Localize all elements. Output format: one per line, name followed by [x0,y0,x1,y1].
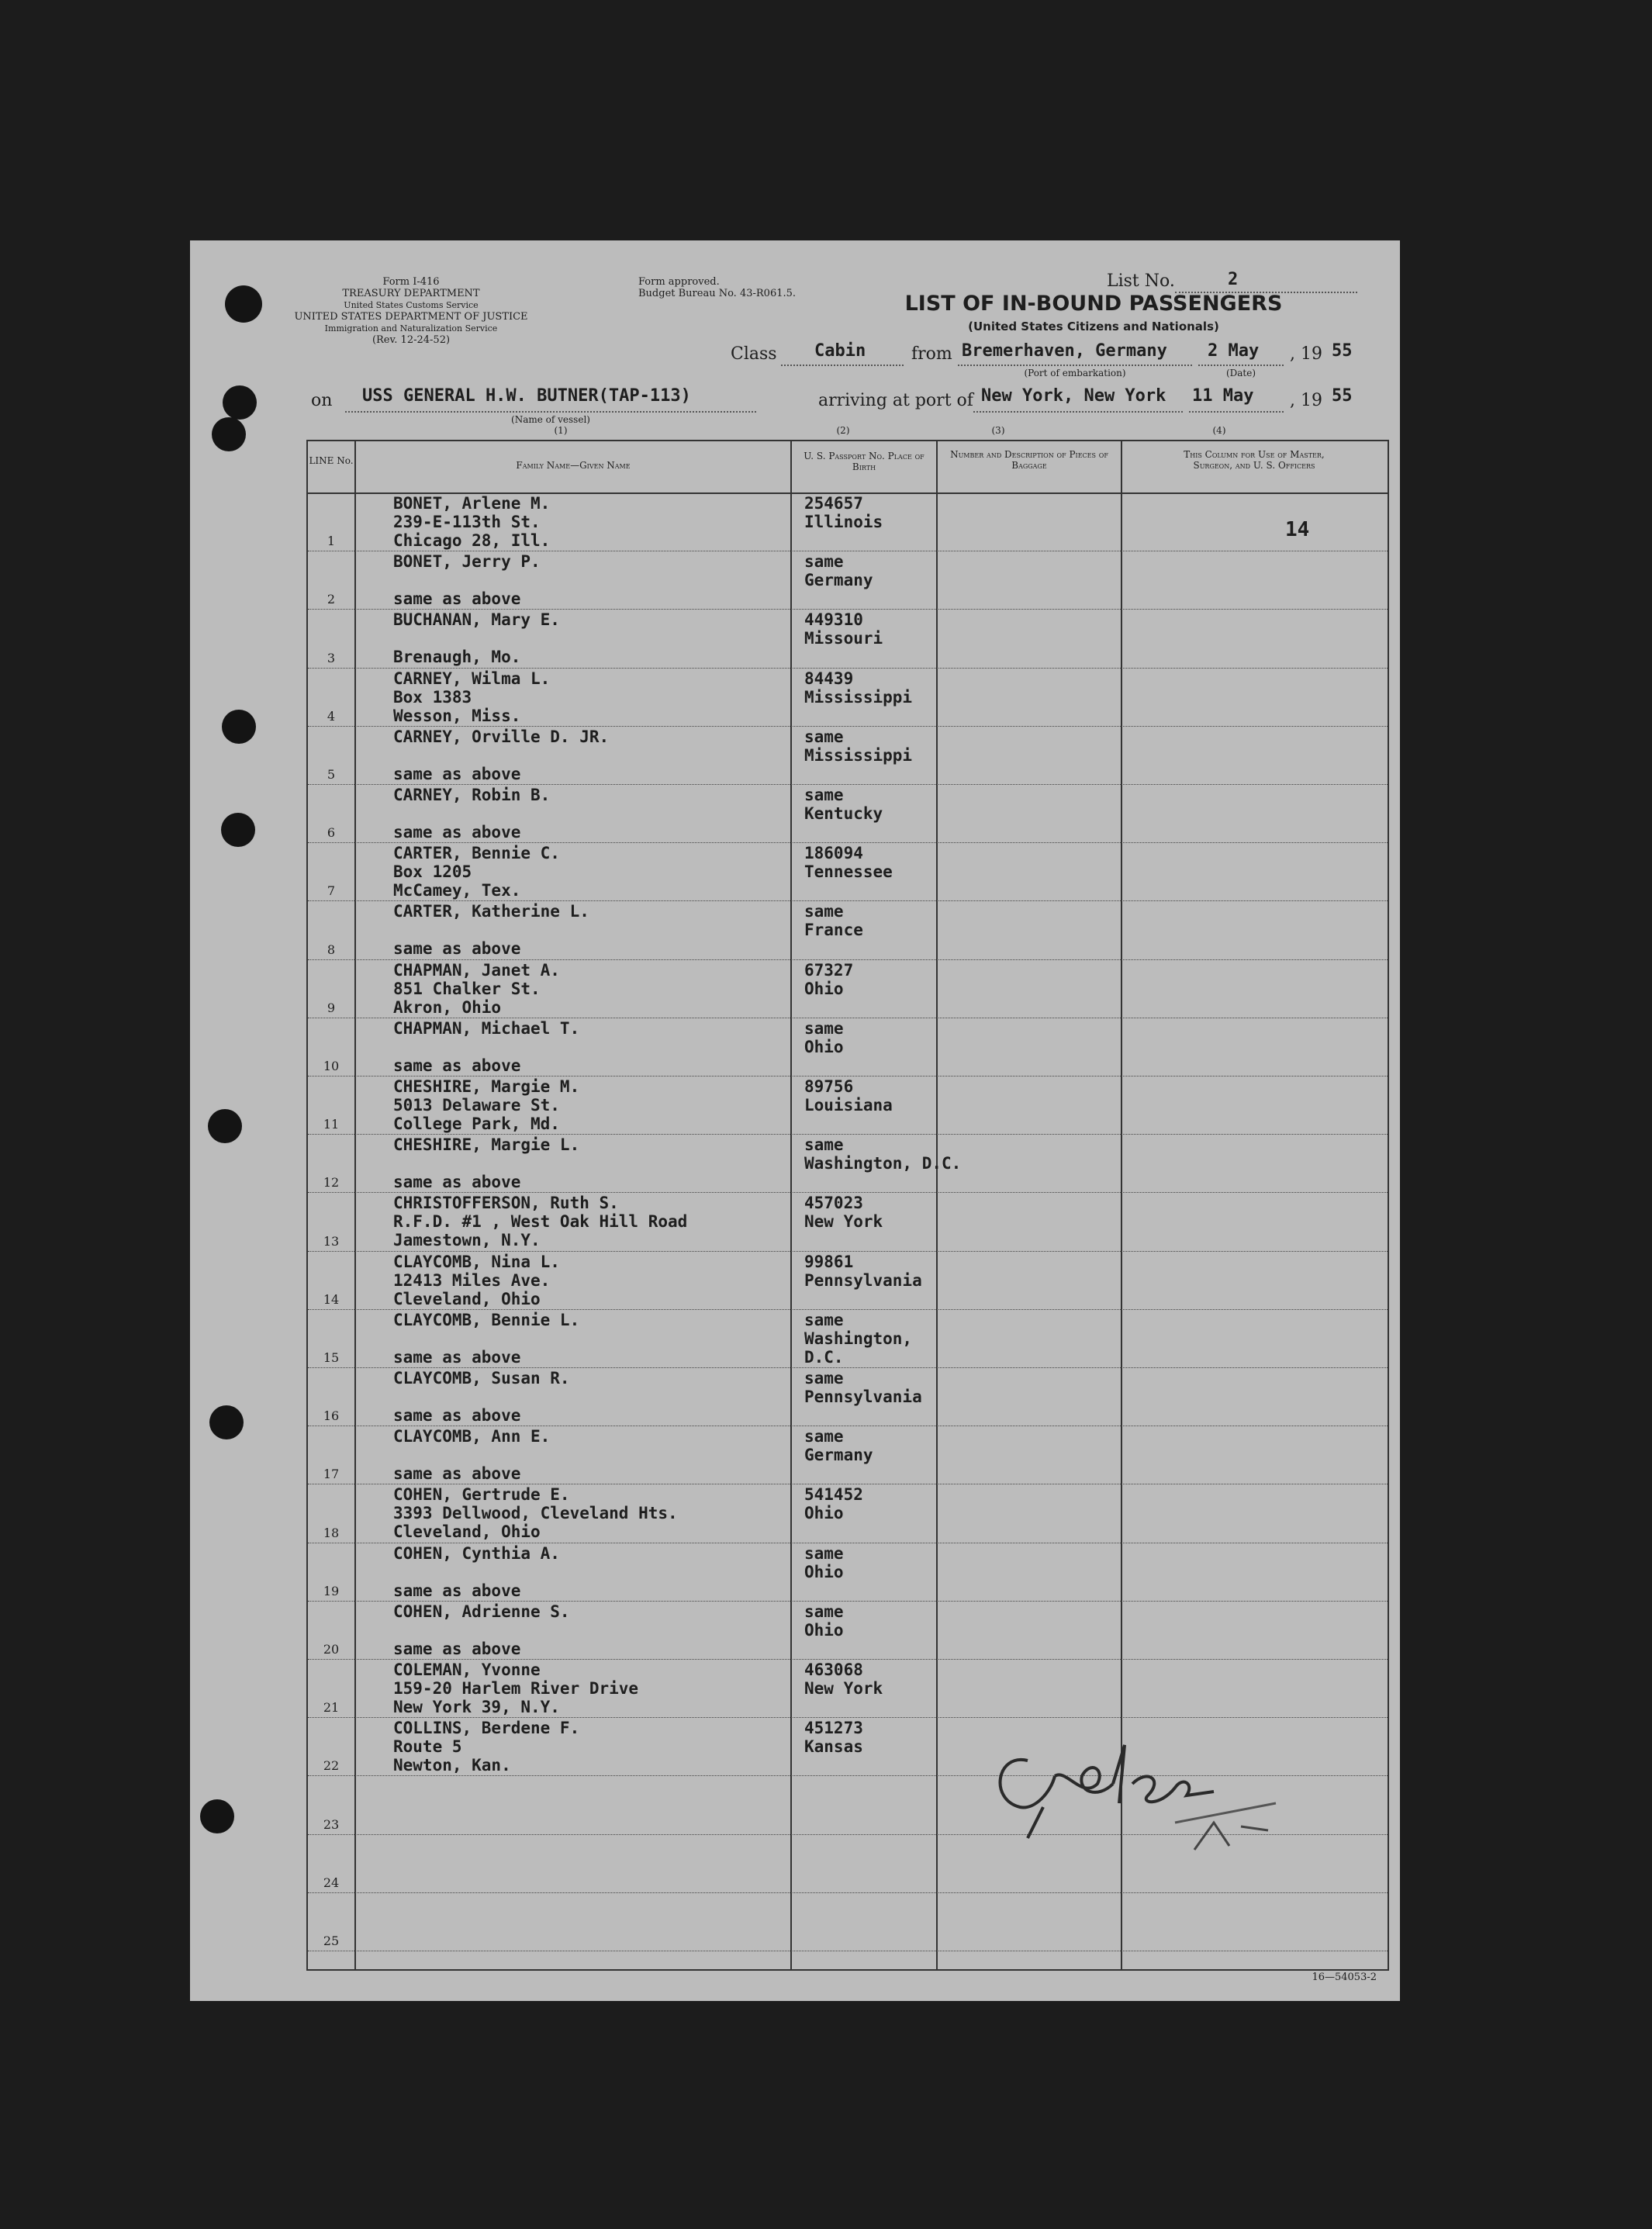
passenger-name: CARNEY, Wilma L. Box 1383 Wesson, Miss. [393,669,551,725]
passport-birthplace: 89756 Louisiana [804,1077,893,1114]
form-approved: Form approved. [638,276,720,288]
arrive-date: 11 May [1192,386,1254,406]
punch-hole [222,710,256,744]
signature-mark [981,1730,1307,1861]
col-caption-3: (3) [991,425,1005,436]
table-row [308,551,1388,609]
table-row [308,1076,1388,1134]
punch-hole [209,1405,244,1439]
passport-birthplace: same Ohio [804,1602,844,1640]
from-caption: (Port of embarkation) [1024,368,1126,378]
line-number: 8 [327,942,336,957]
form-number: Form I-416 [382,276,440,288]
passport-birthplace: same Ohio [804,1018,844,1056]
line-number: 5 [327,766,336,782]
line-number: 14 [323,1291,340,1307]
passenger-name: CLAYCOMB, Susan R. same as above [393,1369,570,1425]
form-approval [638,276,809,299]
col-baggage: Number and Description of Pieces of Baggage [950,449,1108,471]
form-subtitle: (United States Citizens and Nationals) [968,320,1219,333]
line-number: 12 [323,1175,340,1191]
line-number: 24 [323,1875,340,1890]
table-row [308,1484,1388,1542]
arrival-port: New York, New York [981,386,1166,406]
passenger-name: COLEMAN, Yvonne 159-20 Harlem River Drive New York 39, N.Y. [393,1661,639,1716]
table-row [308,959,1388,1018]
punch-hole [223,385,257,420]
passenger-name: BONET, Arlene M. 239-E-113th St. Chicago 28, Ill. [393,494,551,550]
passport-birthplace: 67327 Ohio [804,960,854,998]
passport-birthplace: 457023 New York [804,1194,883,1232]
arrive-year-prefix: , 19 [1290,391,1322,410]
line-number: 16 [323,1408,340,1424]
arrive-date-line [1189,411,1284,413]
vessel-caption: (Name of vessel) [511,414,590,425]
line-number: 15 [323,1349,340,1365]
punch-hole [208,1109,242,1143]
ins-service: Immigration and Naturalization Service [324,323,498,333]
class-line [781,365,904,366]
passenger-name: COHEN, Cynthia A. same as above [393,1543,560,1600]
col-name: Family Name—Given Name [516,460,631,471]
arrive-year: 55 [1332,386,1353,406]
passenger-name: CHAPMAN, Janet A. 851 Chalker St. Akron, Ohio [393,960,560,1017]
passenger-name: BUCHANAN, Mary E. Brenaugh, Mo. [393,610,560,667]
punch-hole [221,813,255,847]
from-value: Bremerhaven, Germany [962,341,1167,361]
officer-note: 14 [1285,518,1310,541]
passenger-name: CARNEY, Robin B. same as above [393,786,551,841]
passenger-name: COHEN, Gertrude E. 3393 Dellwood, Cleveland Hts. Cleveland, Ohio [393,1485,678,1542]
passport-birthplace: same Washington, D.C. [804,1135,962,1173]
passport-birthplace: same Kentucky [804,786,883,823]
line-number: 1 [327,534,336,549]
passenger-name: CARTER, Bennie C. Box 1205 McCamey, Tex. [393,844,560,900]
table-row [308,1543,1388,1601]
table-row [308,1367,1388,1426]
passenger-name: CLAYCOMB, Ann E. same as above [393,1427,551,1484]
depart-year-prefix: , 19 [1290,344,1322,364]
line-number: 13 [323,1233,340,1249]
passport-birthplace: 451273 Kansas [804,1719,863,1757]
passport-birthplace: 541452 Ohio [804,1485,863,1523]
form-agency-block [283,276,539,346]
list-no-label: List No. [1107,271,1175,291]
passport-birthplace: same Mississippi [804,727,913,765]
table-row [308,842,1388,900]
passport-birthplace: 84439 Mississippi [804,669,913,707]
line-number: 11 [323,1117,340,1132]
table-row [308,1426,1388,1484]
customs-service: United States Customs Service [344,300,479,310]
passenger-name: COHEN, Adrienne S. same as above [393,1602,570,1658]
passenger-name: COLLINS, Berdene F. Route 5 Newton, Kan. [393,1719,580,1775]
passenger-name: CHRISTOFFERSON, Ruth S. R.F.D. #1 , West Oak Hill Road Jamestown, N.Y. [393,1194,688,1250]
table-row [308,1251,1388,1309]
on-label: on [311,391,333,410]
footer-code: 16—54053-2 [1312,1972,1377,1983]
line-number: 2 [327,592,336,607]
passenger-name: CARNEY, Orville D. JR. same as above [393,727,610,783]
line-number: 9 [327,1000,336,1015]
depart-date-caption: (Date) [1225,368,1256,378]
vessel-name: USS GENERAL H.W. BUTNER(TAP-113) [362,386,691,406]
line-number: 18 [323,1525,340,1540]
form-title: LIST OF IN-BOUND PASSENGERS [904,292,1283,316]
punch-hole [225,285,262,323]
punch-hole [200,1799,234,1833]
table-row [308,668,1388,726]
depart-year: 55 [1332,341,1353,361]
arriving-label: arriving at port of [818,391,973,410]
line-number: 20 [323,1641,340,1657]
line-number: 25 [323,1933,340,1948]
port-line [973,411,1183,413]
line-number: 19 [323,1583,340,1598]
class-value: Cabin [814,341,866,361]
col-passport: U. S. Passport No. Place of Birth [804,451,924,472]
passenger-name: BONET, Jerry P. same as above [393,552,541,609]
table-row [308,1309,1388,1367]
table-row [308,726,1388,784]
table-row [308,1134,1388,1192]
passport-birthplace: same France [804,902,863,940]
passport-birthplace: same Pennsylvania [804,1369,922,1406]
passenger-name: CLAYCOMB, Bennie L. same as above [393,1310,580,1367]
table-row [308,900,1388,959]
table-row [308,1601,1388,1659]
treasury-dept: TREASURY DEPARTMENT [342,288,480,299]
col-officers: This Column for Use of Master, Surgeon, and U. S. Officers [1184,449,1325,471]
passport-birthplace: 463068 New York [804,1661,883,1698]
table-row [308,1892,1388,1951]
line-number: 7 [327,883,336,899]
from-line [958,365,1192,366]
passenger-name: CHESHIRE, Margie L. same as above [393,1135,580,1192]
passport-birthplace: same Germany [804,552,873,590]
passenger-name: CLAYCOMB, Nina L. 12413 Miles Ave. Cleveland, Ohio [393,1252,560,1308]
col-caption-2: (2) [836,425,850,436]
vessel-line [345,411,756,413]
justice-dept: UNITED STATES DEPARTMENT OF JUSTICE [294,311,528,323]
line-number: 22 [323,1758,340,1774]
col-caption-4: (4) [1212,425,1226,436]
passport-birthplace: 254657 Illinois [804,494,883,531]
line-number: 3 [327,650,336,665]
table-row [308,784,1388,842]
passenger-name: CHAPMAN, Michael T. same as above [393,1018,580,1075]
passport-birthplace: 449310 Missouri [804,610,883,648]
table-row [308,492,1388,551]
passenger-name: CHESHIRE, Margie M. 5013 Delaware St. College Park, Md. [393,1077,580,1133]
passport-birthplace: same Germany [804,1427,873,1465]
table-row [308,609,1388,667]
table-row [308,1018,1388,1076]
table-row [308,1659,1388,1717]
line-number: 10 [323,1058,340,1073]
table-header [308,441,1388,494]
line-number: 23 [323,1816,340,1832]
punch-hole [212,417,246,451]
passenger-name: CARTER, Katherine L. same as above [393,902,589,959]
line-number: 4 [327,708,336,724]
depart-date-line [1198,365,1284,366]
col-line-no: LINE No. [309,455,354,466]
list-no-value: 2 [1228,270,1239,289]
document-page [190,240,1400,2001]
class-label: Class [731,344,777,364]
passport-birthplace: same Washington, D.C. [804,1310,913,1367]
from-label: from [911,344,952,364]
line-number: 6 [327,825,336,841]
passport-birthplace: 99861 Pennsylvania [804,1252,922,1290]
line-number: 17 [323,1467,340,1482]
revision-date: (Rev. 12-24-52) [372,334,451,346]
line-number: 21 [323,1700,340,1716]
col-caption-1: (1) [554,425,568,436]
passport-birthplace: 186094 Tennessee [804,844,893,882]
depart-date: 2 May [1208,341,1260,361]
passport-birthplace: same Ohio [804,1543,844,1581]
table-row [308,1192,1388,1250]
budget-bureau: Budget Bureau No. 43-R061.5. [638,288,797,299]
